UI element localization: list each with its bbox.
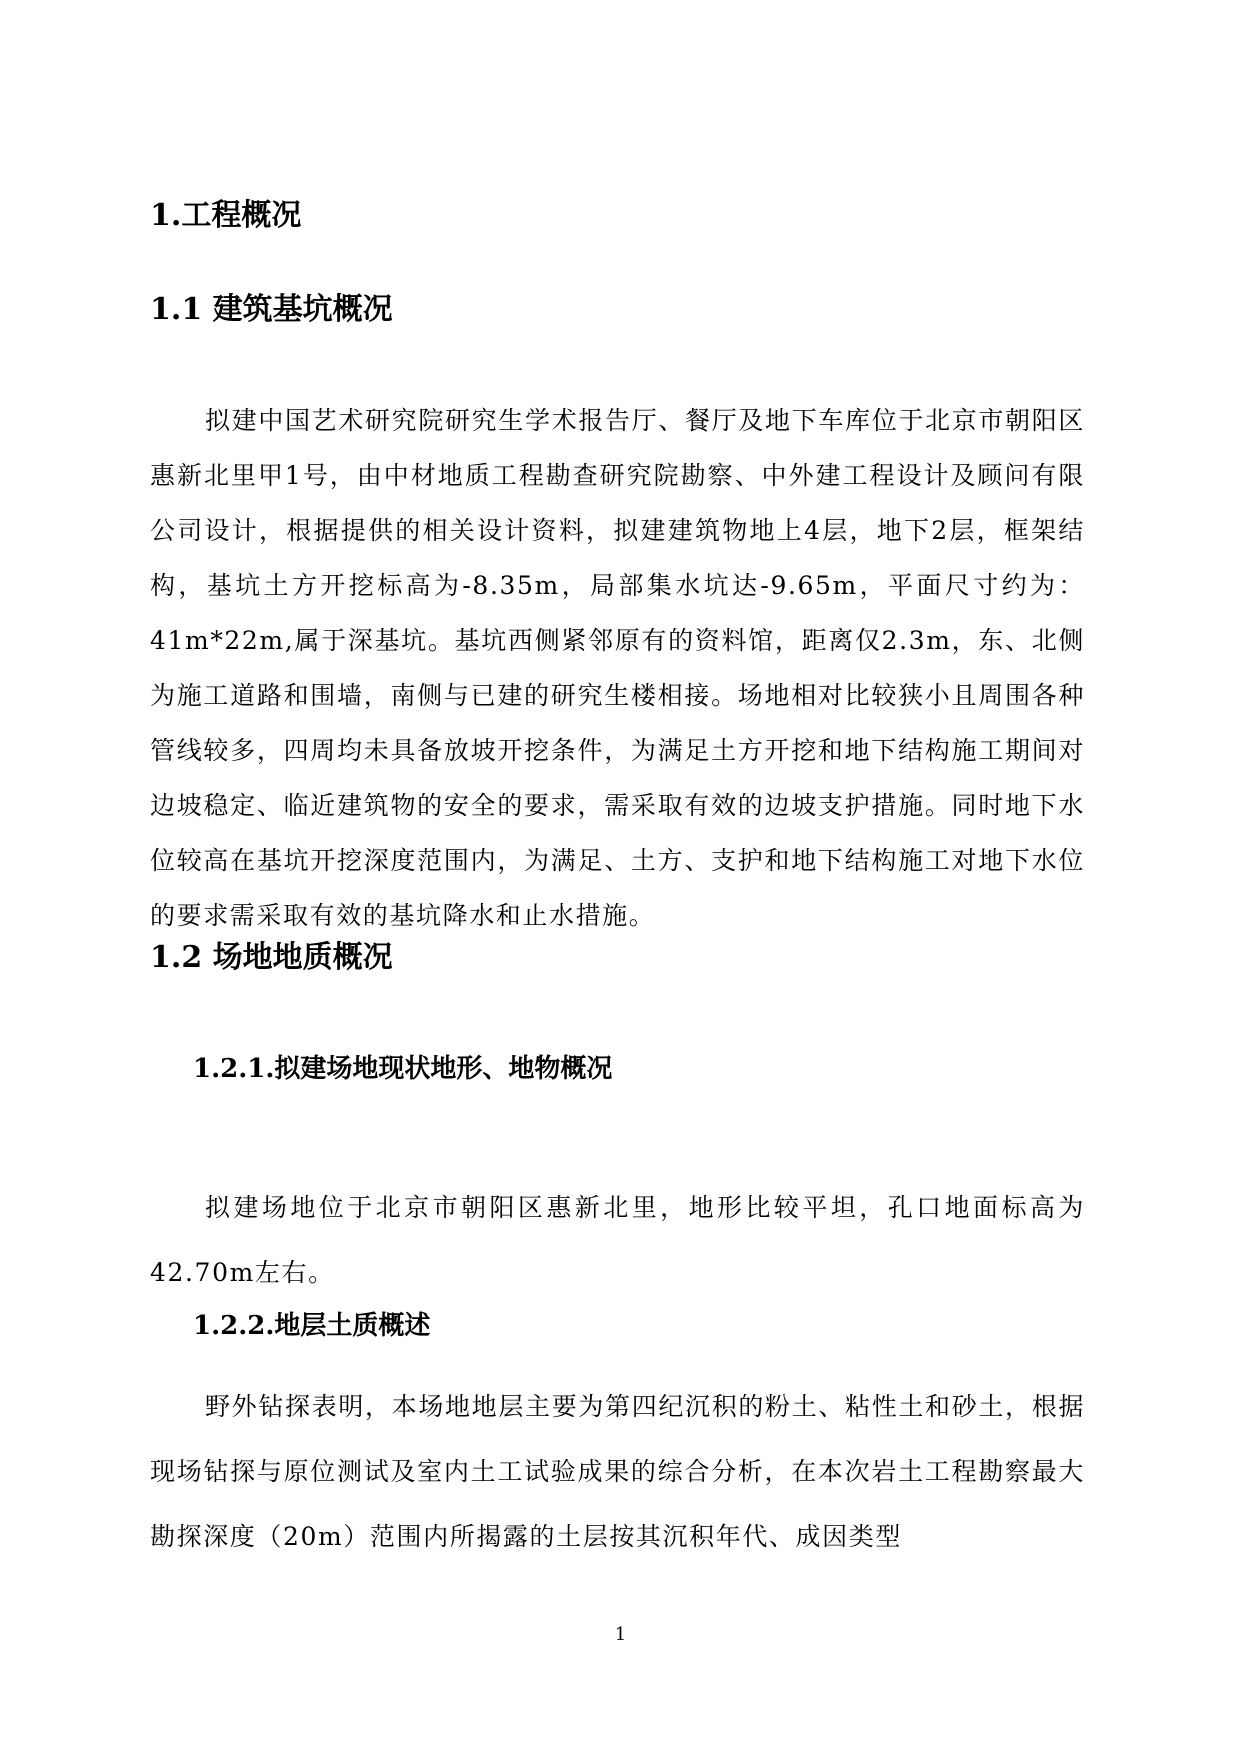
subsection-1-2-2-paragraph: 野外钻探表明，本场地地层主要为第四纪沉积的粉土、粘性土和砂土，根据现场钻探与原位测试及室内土工试验成果的综合分析，在本次岩土工程勘察最大勘探深度（20m）范围内所揭露的土层按其沉积年代、成因类型 [150,1392,1085,1551]
subsection-heading-1-2-2: 1.2.2.地层土质概述 [193,1311,431,1341]
subsection-1-2-1-paragraph: 拟建场地位于北京市朝阳区惠新北里，地形比较平坦，孔口地面标高为42.70m左右。 [150,1193,1085,1287]
section-heading-1-2: 1.2 场地地质概况 [150,940,393,975]
section-1-1-paragraph: 拟建中国艺术研究院研究生学术报告厅、餐厅及地下车库位于北京市朝阳区惠新北里甲1号，由中材地质工程勘查研究院勘察、中外建工程设计及顾问有限公司设计，根据提供的相关设计资料，拟建建筑物地上4层，地下2层，框架结构，基坑土方开挖标高为-8.35m，局部集水坑达-9.65m，平面尺寸约为：41m*22m,属于深基坑。基坑西侧紧邻原有的资料馆，距离仅2.3m，东、北侧为施工道路和围墙，南侧与已建的研究生楼相接。场地相对比较狭小且周围各种管线较多，四周均未具备放坡开挖条件，为满足土方开挖和地下结构施工期间对边坡稳定、临近建筑物的安全的要求，需采取有效的边坡支护措施。同时地下水位较高在基坑开挖深度范围内，为满足、土方、支护和地下结构施工对地下水位的要求需采取有效的基坑降水和止水措施。 [150,406,1085,930]
chapter-heading: 1.工程概况 [150,198,302,233]
subsection-heading-1-2-1: 1.2.1.拟建场地现状地形、地物概况 [193,1054,613,1084]
section-heading-1-1: 1.1 建筑基坑概况 [150,292,393,327]
page-number: 1 [614,1624,627,1645]
